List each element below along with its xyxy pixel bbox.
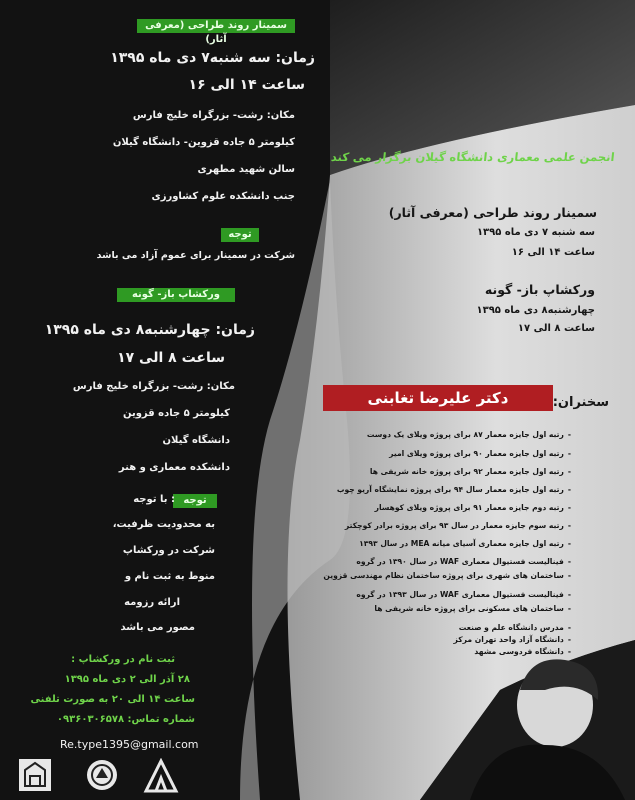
speaker-bio-item: - رتبه اول جایزه معمار ۹۲ برای پروژه خانه شریفی ها (271, 467, 571, 476)
speaker-bio-item: - ساختمان های شهری برای پروژه ساختمان نظام مهندسی قزوین (271, 571, 571, 580)
speaker-bio-item: - فینالیست فستیوال معماری WAF در سال ۱۳۹۳ در گروه (271, 590, 571, 599)
workshop-time-left: ساعت ۸ الی ۱۷ (117, 350, 225, 366)
register-line: ۲۸ آذر الی ۲ دی ماه ۱۳۹۵ (64, 674, 190, 685)
seminar-date-left: زمان: سه شنبه۷ دی ماه ۱۳۹۵ (110, 50, 315, 66)
seminar-place-line: مکان: رشت- بزرگراه خلیج فارس (132, 110, 295, 121)
note2-line: ارائه رزومه (124, 597, 180, 608)
speaker-name: دکتر علیرضا تغابنی (323, 385, 553, 411)
speaker-bio-item: - رتبه اول جایزه معماری آسیای میانه MEA در سال ۱۳۹۳ (271, 539, 571, 548)
register-line: ساعت ۱۴ الی ۲۰ به صورت تلفنی (30, 694, 195, 705)
contact-email[interactable]: Re.type1395@gmail.com (60, 738, 199, 751)
workshop-place-line: کیلومتر ۵ جاده قزوین (122, 408, 230, 419)
workshop-date-left: زمان: چهارشنبه۸ دی ماه ۱۳۹۵ (44, 322, 255, 338)
seminar-tag: سمینار روند طراحی (معرفی آثار) (137, 19, 295, 33)
note2-line: شرکت در ورکشاپ (122, 545, 215, 556)
speaker-bio-item: - دانشگاه آزاد واحد تهران مرکز (271, 635, 571, 644)
seminar-place-line: سالن شهید مطهری (197, 164, 295, 175)
workshop-tag: ورکشاپ باز- گونه (117, 288, 235, 302)
workshop-place-line: مکان: رشت- بزرگراه خلیج فارس (72, 381, 235, 392)
seminar-time: ساعت ۱۴ الی ۱۶ (511, 247, 595, 258)
seminar-place-line: کیلومتر ۵ جاده قزوین- دانشگاه گیلان (112, 137, 295, 148)
speaker-bio-item: - مدرس دانشگاه علم و صنعت (271, 623, 571, 632)
register-line: ثبت نام در ورکشاپ : (71, 654, 175, 665)
speaker-bio-item: - رتبه اول جایزه معمار ۸۷ برای پروژه ویلای یک دوست (271, 430, 571, 439)
note-text: شرکت در سمینار برای عموم آزاد می باشد (96, 250, 295, 261)
organizer-headline: انجمن علمی معماری دانشگاه گیلان برگزار می کند (330, 150, 616, 164)
seminar-title: سمینار روند طراحی (معرفی آثار) (388, 205, 597, 220)
association-logo (85, 758, 119, 792)
note-tag: توجه (221, 228, 259, 242)
register-line: شماره تماس: ۰۹۳۶۰۳۰۶۵۷۸ (56, 714, 195, 725)
note2-tag: توجه (173, 494, 217, 508)
seminar-time-left: ساعت ۱۴ الی ۱۶ (188, 77, 305, 93)
speaker-bio-item: - رتبه سوم جایزه معمار در سال ۹۳ برای پروژه برادر کوچکتر (271, 521, 571, 530)
note2-line: مصور می باشد (120, 622, 195, 633)
note2-line: به محدودیت ظرفیت، (112, 519, 215, 530)
workshop-title: ورکشاپ باز- گونه (484, 282, 595, 297)
speaker-bio-item: - رتبه اول جایزه معمار سال ۹۴ برای پروژه نمایشگاه آریو چوب (271, 485, 571, 494)
speaker-bio-item: - ساختمان های مسکونی برای پروژه خانه شریفی ها (271, 604, 571, 613)
speaker-label: سخنران: (552, 395, 609, 410)
speaker-bio-item: - دانشگاه فردوسی مشهد (271, 647, 571, 656)
workshop-place-line: دانشگاه گیلان (162, 435, 230, 446)
workshop-time: ساعت ۸ الی ۱۷ (517, 323, 595, 334)
workshop-date: چهارشنبه۸ دی ماه ۱۳۹۵ (476, 305, 595, 316)
speaker-bio-item: - رتبه اول جایزه معمار ۹۰ برای پروژه ویلای امیر (271, 449, 571, 458)
speaker-bio-item: - فینالیست فستیوال معماری WAF در سال ۱۳۹۰ در گروه (271, 557, 571, 566)
speaker-bio-item: - رتبه دوم جایزه معمار ۹۱ برای پروژه ویلای کوهسار (271, 503, 571, 512)
retype-logo (143, 758, 177, 792)
note2-line: منوط به ثبت نام و (124, 571, 215, 582)
note2-line: : با توجه (133, 494, 175, 505)
seminar-date: سه شنبه ۷ دی ماه ۱۳۹۵ (476, 227, 595, 238)
seminar-place-line: جنب دانشکده علوم کشاورزی (151, 191, 295, 202)
university-logo (18, 758, 52, 792)
workshop-place-line: دانشکده معماری و هنر (118, 462, 230, 473)
